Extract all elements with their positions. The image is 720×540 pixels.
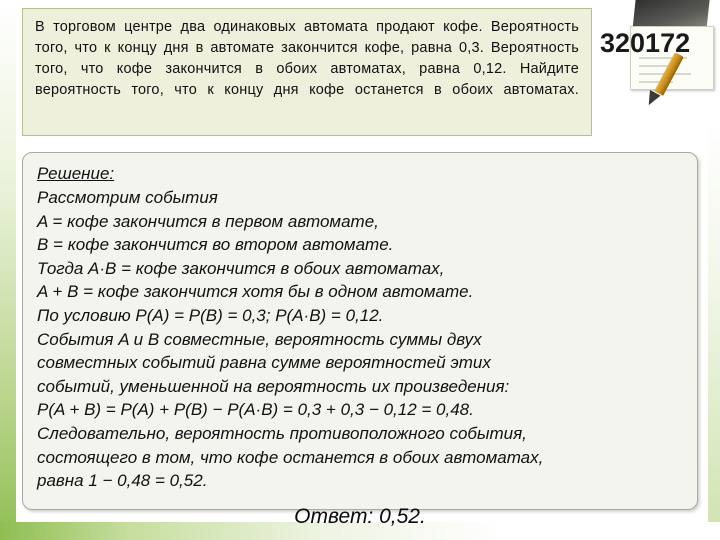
solution-line: P(A + B) = P(A) + P(B) − P(A·B) = 0,3 + 0,3 − 0,12 = 0,48. [37, 400, 474, 420]
left-edge-decoration [0, 0, 16, 540]
problem-text: В торговом центре два одинаковых автомата продают кофе. Вероятность того, что к концу дня в автомате закончится кофе, равна 0,3. Вероятность того, что кофе закончится в обоих автоматах, равна 0,12. Найдите вероятность того, что к концу дня кофе останется в обоих автоматах. [35, 19, 579, 98]
solution-line: совместных событий равна сумме вероятностей этих [37, 353, 491, 373]
solution-line: событий, уменьшенной на вероятность их произведения: [37, 376, 510, 396]
solution-line: По условию P(A) = P(B) = 0,3; P(A·B) = 0,12. [37, 305, 384, 325]
solution-line: A + B = кофе закончится хотя бы в одном автомате. [37, 282, 474, 302]
solution-line: равна 1 − 0,48 = 0,52. [37, 471, 208, 491]
corner-artwork [600, 0, 720, 118]
answer-text: Ответ: 0,52. [294, 505, 426, 528]
solution-title: Решение: [37, 164, 115, 183]
solution-line: Следовательно, вероятность противоположного события, [37, 423, 527, 443]
solution-line: Тогда A·B = кофе закончится в обоих автоматах, [37, 258, 445, 278]
solution-line: События A и B совместные, вероятность суммы двух [37, 329, 482, 349]
right-edge-decoration [708, 120, 720, 540]
page-number: 320172 [600, 28, 691, 58]
solution-line: A = кофе закончится в первом автомате, [37, 211, 379, 231]
problem-statement-box [22, 8, 592, 136]
solution-line: Рассмотрим события [37, 188, 218, 207]
solution-line: B = кофе закончится во втором автомате. [37, 235, 394, 255]
solution-box [22, 152, 698, 510]
solution-line: состоящего в том, что кофе останется в обоих автоматах, [37, 447, 544, 467]
